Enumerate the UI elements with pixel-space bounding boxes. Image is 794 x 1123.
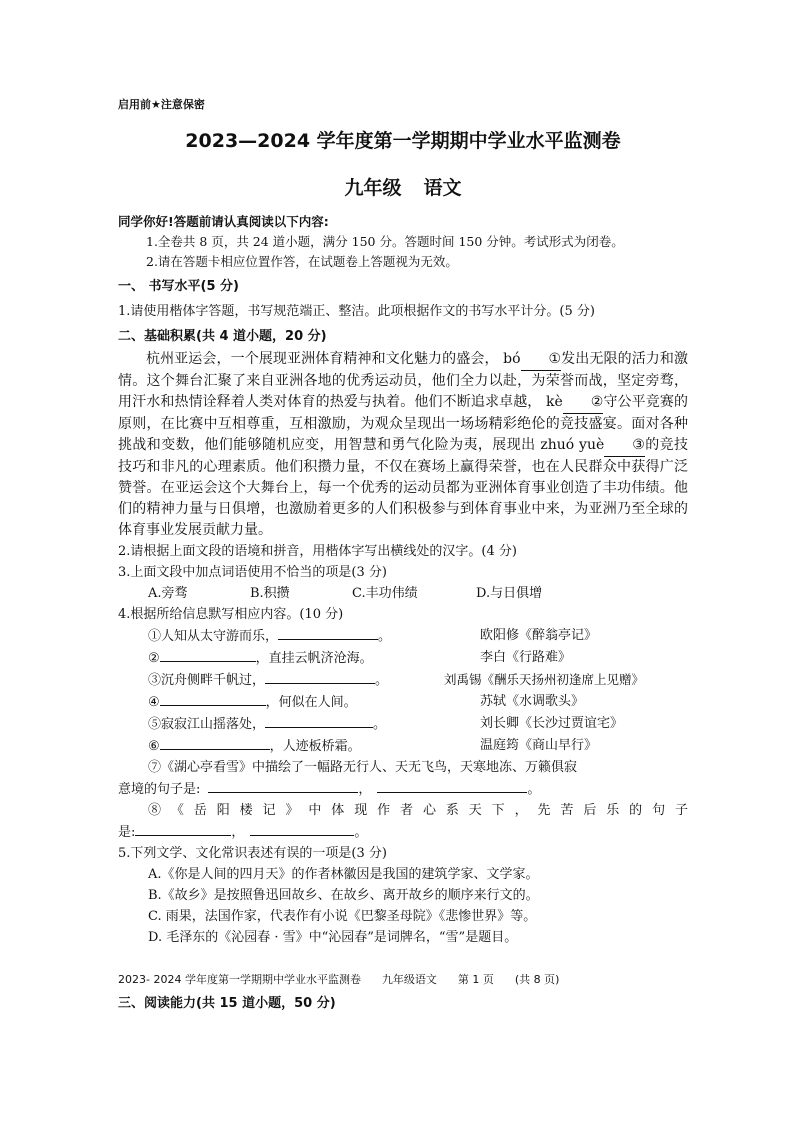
recite-row-4: ④ ，何似在人间。 苏轼《水调歌头》 — [118, 691, 688, 713]
question-3-options — [118, 583, 688, 604]
recite-row-1: ①人知从太守游而乐， 。 欧阳修《醉翁亭记》 — [118, 625, 688, 647]
passage-part-2: 发出无限的活力和激情。这个舞台汇聚了来自亚洲各地的优秀运动员，他们全力以赴，为荣誉而战，坚定旁骛，用汗水和热情诠释着人类对体育的热爱与执着。他们不断追求卓越， kè — [118, 351, 689, 410]
q5-option-c: C. 雨果，法国作家，代表作有小说《巴黎圣母院》《悲惨世界》等。 — [148, 909, 537, 924]
recite-row-2: ② ，直挂云帆济沧海。 李白《行路难》 — [118, 647, 688, 669]
recite-row-5: ⑤寂寂江山摇落处， 。 刘长卿《长沙过贾谊宅》 — [118, 713, 688, 735]
q5-option-b: B.《故乡》是按照鲁迅回故乡、在故乡、离开故乡的顺序来行文的。 — [148, 888, 539, 903]
recite-item-8-line1: ⑧《岳阳楼记》中体现作者心系天下，先苦后乐的句子 — [148, 803, 688, 818]
answer-line — [160, 735, 270, 750]
recite-source: 欧阳修《醉翁亭记》 — [480, 628, 598, 643]
recite-source: 苏轼《水调歌头》 — [480, 694, 585, 709]
q3-option-c: C.丰功伟绩 — [352, 586, 418, 601]
recite-item-7-line2: 意境的句子是: ， 。 — [118, 778, 688, 800]
answer-line — [278, 625, 378, 640]
answer-line — [377, 778, 527, 793]
instructions-greeting: 同学你好!答题前请认真阅读以下内容: — [118, 214, 329, 229]
grade-label: 九年级 — [344, 177, 402, 199]
answer-line — [265, 713, 373, 728]
confidential-label: 启用前★注意保密 — [118, 98, 205, 111]
answer-line — [208, 778, 358, 793]
question-3: 3.上面文段中加点词语使用不恰当的项是(3 分) — [118, 565, 387, 580]
question-5: 5.下列文学、文化常识表述有误的一项是(3 分) — [118, 846, 387, 861]
section1-heading: 一、 书写水平(5 分) — [118, 279, 239, 294]
q3-option-b: B.积攒 — [250, 586, 290, 601]
answer-line — [135, 821, 231, 836]
passage-part-4: 的竞技技巧和非凡的心理素质。他们积攒力量，不仅在赛场上赢得荣誉，也在人民群众中获得广泛赞誉。在亚运会这个大舞台上，每一个优秀的运动员都为亚洲体育事业创造了丰功伟绩。他们的精神力量与日俱增，也激励着更多的人们积极参与到体育事业中来，为亚洲乃至全球的体育事业发展贡献力量。 — [118, 437, 689, 538]
page-footer: 2023- 2024 学年度第一学期期中学业水平监测卷 九年级语文 第 1 页 (共 8 页) — [118, 973, 560, 986]
q3-option-a: A.旁骛 — [148, 586, 188, 601]
recite-source: 刘禹锡《酬乐天扬州初逢席上见赠》 — [444, 672, 645, 687]
subject-label: 语文 — [423, 177, 462, 199]
recite-source: 刘长卿《长沙过贾谊宅》 — [480, 716, 624, 731]
recite-row-6: ⑥ ，人迹板桥霜。 温庭筠《商山早行》 — [118, 735, 688, 757]
answer-line — [160, 647, 256, 662]
exam-page — [118, 96, 688, 948]
answer-line — [250, 821, 354, 836]
recite-source: 温庭筠《商山早行》 — [480, 738, 598, 753]
answer-line — [265, 669, 375, 684]
q5-option-d: D. 毛泽东的《沁园春 · 雪》中“沁园春”是词牌名，“雪”是题目。 — [148, 930, 518, 945]
instruction-item-1: 1.全卷共 8 页，共 24 道小题，满分 150 分。答题时间 150 分钟。考试形式为闭卷。 — [146, 234, 624, 249]
section2-heading: 二、基础积累(共 4 道小题，20 分) — [118, 329, 327, 344]
section1-question: 1.请使用楷体字答题，书写规范端正、整洁。此项根据作文的书写水平计分。(5 分) — [118, 304, 595, 319]
recite-source: 李白《行路难》 — [480, 650, 572, 665]
answer-line — [160, 691, 266, 706]
q3-option-d: D.与日俱增 — [476, 586, 543, 601]
passage-part-1: 杭州亚运会，一个展现亚洲体育精神和文化魅力的盛会， bó — [146, 351, 521, 367]
passage-part-3: 守公平竞赛的原则，在比赛中互相尊重，互相激励，为观众呈现出一场场精彩绝伦的竞技盛宴。面对各种 挑战和变数，他们能够随机应变，用智慧和勇气化险为夷，展现出 zhuó yuè — [118, 394, 689, 453]
exam-title: 2023—2024 学年度第一学期期中学业水平监测卷 — [185, 130, 621, 152]
blank-1: ① — [521, 349, 562, 371]
question-4: 4.根据所给信息默写相应内容。(10 分) — [118, 607, 344, 622]
recite-item-8-line2: 是: ， 。 — [118, 821, 688, 843]
blank-2: ② — [563, 392, 604, 414]
recite-row-3: ③沉舟侧畔千帆过， 。 刘禹锡《酬乐天扬州初逢席上见赠》 — [118, 669, 688, 691]
grade-subject-title — [118, 173, 688, 200]
q5-option-a: A.《你是人间的四月天》的作者林徽因是我国的建筑学家、文学家。 — [148, 867, 539, 882]
section3-heading: 三、阅读能力(共 15 道小题，50 分) — [118, 996, 336, 1011]
reading-passage — [118, 349, 688, 541]
instruction-item-2: 2.请在答题卡相应位置作答，在试题卷上答题视为无效。 — [146, 254, 458, 269]
recite-item-7-line1: ⑦《湖心亭看雪》中描绘了一幅路无行人、天无飞鸟，天寒地冻、万籁俱寂 — [148, 760, 578, 775]
question-2: 2.请根据上面文段的语境和拼音，用楷体字写出横线处的汉字。(4 分) — [118, 544, 517, 559]
blank-3: ③ — [604, 435, 645, 457]
